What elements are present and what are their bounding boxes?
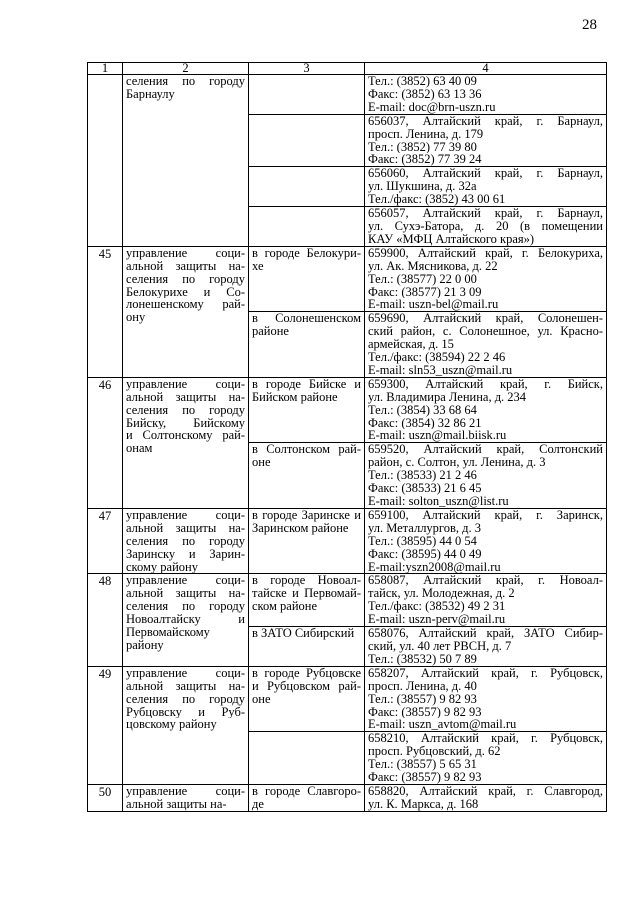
contact-line: Факс: (3854) 32 86 21 — [368, 416, 482, 430]
subdivision-line: в городе Белокури- — [252, 246, 361, 260]
agency-name-line: ону — [126, 311, 146, 325]
row-number-cell: 45 — [88, 246, 123, 377]
contact-cell — [365, 732, 607, 785]
contact-line: E-mail: sln53_uszn@mail.ru — [368, 363, 513, 377]
agency-name-line: управление соци- — [126, 666, 245, 680]
contact-line: 656037, Алтайский край, г. Барнаул, — [368, 114, 603, 128]
contact-line: E-mail: uszn@mail.biisk.ru — [368, 429, 507, 443]
agency-name-line: управление соци- — [126, 508, 245, 522]
subdivision-cell — [249, 508, 365, 574]
subdivision-cell — [249, 377, 365, 443]
contact-line: ул. К. Маркса, д. 168 — [368, 797, 479, 811]
agency-name-line: Первомайскому — [126, 626, 210, 639]
subdivision-cell — [249, 784, 365, 811]
subdivision-line: тайске и Первомай- — [252, 587, 361, 601]
table-header-row — [88, 63, 607, 75]
agency-name-cell — [123, 666, 249, 784]
contact-cell — [365, 784, 607, 811]
contact-line: E-mail: uszn-bel@mail.ru — [368, 298, 499, 312]
agency-name-line: селения по городу — [126, 534, 245, 548]
agency-directory-table — [87, 62, 607, 812]
subdivision-line: и Рубцовском рай- — [252, 679, 361, 693]
subdivision-line: в городе Новоал- — [252, 574, 361, 588]
agency-name-line: онам — [126, 442, 153, 456]
contact-line: E-mail: doc@brn-uszn.ru — [368, 100, 496, 114]
agency-name-line: альной защиты на- — [126, 587, 245, 601]
agency-name-line: селения по городу — [126, 75, 245, 88]
subdivision-line: Бийском районе — [252, 390, 338, 404]
agency-name-cell — [123, 377, 249, 508]
contact-line: 658207, Алтайский край, г. Рубцовск, — [368, 666, 603, 680]
contact-line: Тел.: (38532) 50 7 89 — [368, 652, 477, 666]
agency-name-line: Рубцовску и Руб- — [126, 705, 245, 719]
subdivision-line: районе — [252, 325, 289, 339]
subdivision-cell — [249, 312, 365, 378]
subdivision-cell — [249, 732, 365, 785]
contact-cell — [365, 207, 607, 247]
subdivision-cell — [249, 443, 365, 509]
contact-cell — [365, 246, 607, 312]
agency-name-line: селения по городу — [126, 692, 245, 706]
agency-name-line: альной защиты на- — [126, 259, 245, 273]
page-number: 28 — [582, 17, 597, 33]
table-row — [88, 574, 607, 627]
contact-line: ул. Ак. Мясникова, д. 22 — [368, 259, 498, 273]
subdivision-line: оне — [252, 456, 271, 470]
contact-line: ул. Сухэ-Батора, д. 20 (в помещении — [368, 219, 603, 233]
contact-cell — [365, 666, 607, 732]
subdivision-line: в Солтонском рай- — [252, 443, 361, 457]
contact-line: ский, ул. 40 лет РВСН, д. 7 — [368, 639, 512, 653]
subdivision-line: в городе Славгоро- — [252, 784, 361, 798]
contact-line: Факс: (3852) 77 39 24 — [368, 153, 482, 167]
agency-name-line: району — [126, 638, 164, 652]
contact-line: 659300, Алтайский край, г. Бийск, — [368, 377, 603, 391]
table-row — [88, 75, 607, 115]
contact-line: тайск, ул. Молодежная, д. 2 — [368, 587, 515, 601]
agency-name-line: управление соци- — [126, 377, 245, 391]
agency-name-cell — [123, 75, 249, 247]
subdivision-cell — [249, 167, 365, 207]
row-number-cell — [88, 75, 123, 247]
contact-line: Тел.: (3854) 33 68 64 — [368, 403, 477, 417]
contact-line: Факс: (38595) 44 0 49 — [368, 547, 482, 561]
subdivision-line: в городе Бийске и — [252, 377, 361, 391]
agency-name-line: лонешенскому рай- — [126, 298, 245, 312]
contact-line: 656057, Алтайский край, г. Барнаул, — [368, 207, 603, 220]
contact-cell — [365, 167, 607, 207]
contact-line: Факс: (3852) 63 13 36 — [368, 87, 482, 101]
agency-name-line: управление соци- — [126, 574, 245, 588]
agency-name-line: Бийску, Бийскому — [126, 416, 245, 430]
contact-line: 658210, Алтайский край, г. Рубцовск, — [368, 732, 603, 746]
contact-line: Тел.: (38557) 9 82 93 — [368, 692, 477, 706]
agency-name-line: селения по городу — [126, 600, 245, 614]
contact-line: Тел.: (38557) 5 65 31 — [368, 758, 477, 772]
contact-line: ул. Металлургов, д. 3 — [368, 521, 482, 535]
contact-cell — [365, 312, 607, 378]
contact-line: просп. Рубцовский, д. 62 — [368, 745, 501, 759]
subdivision-line: Заринском районе — [252, 521, 349, 535]
header-col-4: 4 — [365, 63, 607, 75]
subdivision-cell — [249, 207, 365, 247]
subdivision-cell — [249, 666, 365, 732]
header-col-2: 2 — [123, 63, 249, 75]
contact-line: Факс: (38533) 21 6 45 — [368, 482, 482, 495]
contact-line: 659900, Алтайский край, г. Белокуриха, — [368, 246, 603, 260]
contact-cell — [365, 574, 607, 627]
row-number-cell: 50 — [88, 784, 123, 811]
contact-line: 658076, Алтайский край, ЗАТО Сибир- — [368, 627, 603, 640]
contact-line: Тел.: (38533) 21 2 46 — [368, 469, 477, 483]
subdivision-line: де — [252, 797, 264, 811]
agency-name-line: Новоалтайску и — [126, 613, 245, 627]
row-number-cell: 46 — [88, 377, 123, 508]
agency-name-cell — [123, 508, 249, 574]
agency-name-line: альной защиты на- — [126, 797, 227, 811]
agency-name-line: селения по городу — [126, 403, 245, 417]
subdivision-line: в ЗАТО Сибирский — [252, 627, 355, 640]
contact-line: Тел.: (3852) 77 39 80 — [368, 140, 477, 154]
contact-line: 659690, Алтайский край, Солонешен- — [368, 312, 603, 326]
contact-line: Тел.: (38577) 22 0 00 — [368, 272, 477, 286]
contact-cell — [365, 114, 607, 167]
contact-cell — [365, 377, 607, 443]
agency-name-line: Барнаулу — [126, 87, 175, 101]
row-number-cell: 49 — [88, 666, 123, 784]
subdivision-line: в городе Рубцовске — [252, 666, 361, 680]
contact-line: Тел./факс: (38532) 49 2 31 — [368, 600, 506, 614]
agency-name-line: альной защиты на- — [126, 521, 245, 535]
contact-line: КАУ «МФЦ Алтайского края») — [368, 232, 535, 246]
row-number-cell: 48 — [88, 574, 123, 666]
contact-line: E-mail: uszn_avtom@mail.ru — [368, 718, 517, 732]
agency-name-cell — [123, 784, 249, 811]
subdivision-cell — [249, 75, 365, 115]
contact-line: просп. Ленина, д. 40 — [368, 679, 477, 693]
contact-line: 658820, Алтайский край, г. Славгород, — [368, 784, 603, 798]
agency-name-line: управление соци- — [126, 784, 245, 798]
contact-line: армейская, д. 15 — [368, 338, 454, 352]
table-body — [88, 63, 607, 812]
header-col-1: 1 — [88, 63, 123, 75]
agency-name-line: Белокурихе и Со- — [126, 285, 245, 299]
contact-line: Тел./факс: (3852) 43 00 61 — [368, 193, 506, 207]
contact-line: 659520, Алтайский край, Солтонский — [368, 443, 603, 457]
agency-name-line: селения по городу — [126, 272, 245, 286]
agency-name-cell — [123, 574, 249, 666]
contact-line: 656060, Алтайский край, г. Барнаул, — [368, 167, 603, 181]
agency-name-line: цовскому району — [126, 718, 217, 732]
subdivision-cell — [249, 627, 365, 667]
agency-name-line: альной защиты на- — [126, 390, 245, 404]
contact-line: E-mail: solton_uszn@list.ru — [368, 495, 509, 508]
contact-line: 658087, Алтайский край, г. Новоал- — [368, 574, 603, 588]
subdivision-line: хе — [252, 259, 264, 273]
subdivision-cell — [249, 574, 365, 627]
agency-name-line: скому району — [126, 560, 198, 574]
contact-line: E-mail: uszn-perv@mail.ru — [368, 613, 506, 627]
contact-line: Тел./факс: (38594) 22 2 46 — [368, 351, 506, 364]
contact-line: E-mail:yszn2008@mail.ru — [368, 560, 501, 574]
contact-line: ский район, с. Солонешное, ул. Красно- — [368, 325, 603, 339]
table-row — [88, 508, 607, 574]
contact-line: Факс: (38557) 9 82 93 — [368, 771, 482, 784]
contact-cell — [365, 443, 607, 509]
agency-name-line: Заринску и Зарин- — [126, 547, 245, 561]
contact-cell — [365, 627, 607, 667]
subdivision-line: в Солонешенском — [252, 312, 361, 326]
subdivision-cell — [249, 114, 365, 167]
contact-line: Факс: (38557) 9 82 93 — [368, 705, 482, 719]
contact-line: ул. Владимира Ленина, д. 234 — [368, 390, 527, 404]
subdivision-line: ском районе — [252, 600, 318, 614]
contact-line: Тел.: (3852) 63 40 09 — [368, 75, 477, 88]
contact-line: просп. Ленина, д. 179 — [368, 127, 484, 141]
subdivision-line: оне — [252, 692, 271, 706]
agency-name-line: и Солтонскому рай- — [126, 429, 245, 443]
contact-cell — [365, 508, 607, 574]
agency-name-cell — [123, 246, 249, 377]
table-row — [88, 784, 607, 811]
table-row — [88, 666, 607, 732]
agency-name-line: альной защиты на- — [126, 679, 245, 693]
contact-line: ул. Шукшина, д. 32а — [368, 180, 477, 194]
subdivision-line: в городе Заринске и — [252, 508, 361, 522]
header-col-3: 3 — [249, 63, 365, 75]
subdivision-cell — [249, 246, 365, 312]
contact-cell — [365, 75, 607, 115]
row-number-cell: 47 — [88, 508, 123, 574]
contact-line: 659100, Алтайский край, г. Заринск, — [368, 508, 603, 522]
table-row — [88, 377, 607, 443]
contact-line: Факс: (38577) 21 3 09 — [368, 285, 482, 299]
contact-line: Тел.: (38595) 44 0 54 — [368, 534, 477, 548]
table-row — [88, 246, 607, 312]
agency-name-line: управление соци- — [126, 246, 245, 260]
contact-line: район, с. Солтон, ул. Ленина, д. 3 — [368, 456, 546, 470]
